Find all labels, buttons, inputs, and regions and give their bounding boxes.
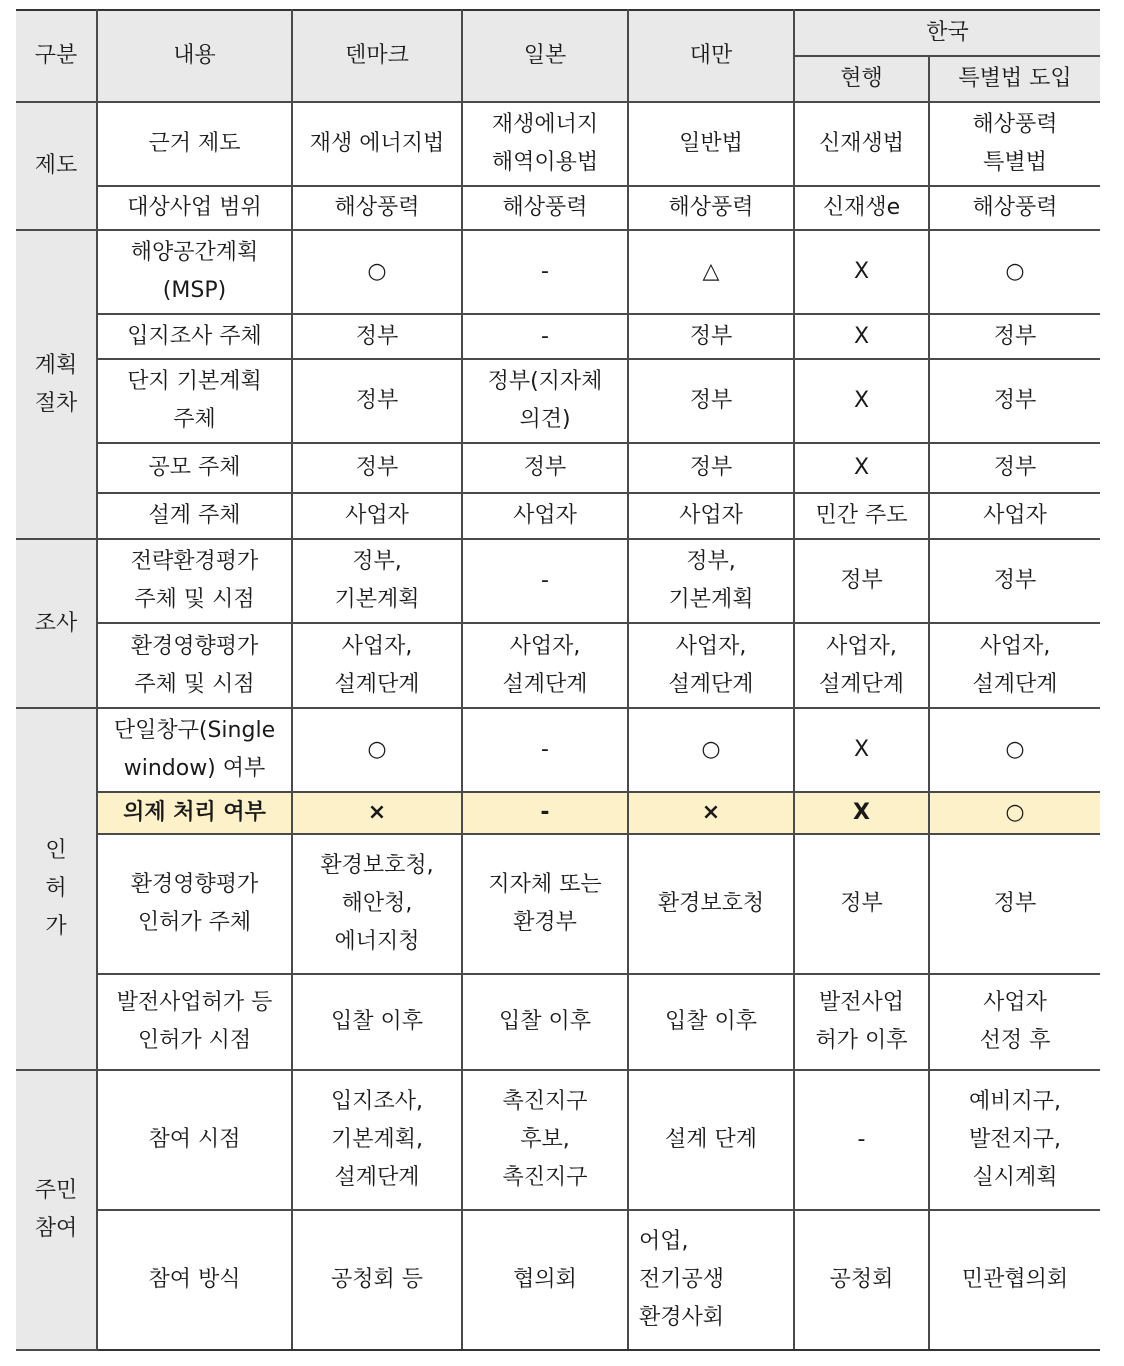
cell-taiwan: 환경보호청 — [628, 834, 794, 974]
group-label-residents: 주민 참여 — [16, 1070, 97, 1350]
cell-korea-special: 사업자 선정 후 — [929, 974, 1100, 1070]
row-label: 단일창구(Single window) 여부 — [97, 708, 292, 792]
cell-korea-special: ○ — [929, 230, 1100, 314]
header-korea-current: 현행 — [794, 56, 929, 102]
table-row — [16, 1070, 1100, 1210]
cell-japan: 협의회 — [462, 1210, 628, 1350]
cell-korea-current: X — [794, 359, 929, 443]
cell-taiwan: × — [628, 792, 794, 834]
cell-korea-special: ○ — [929, 708, 1100, 792]
cell-korea-special: 정부 — [929, 834, 1100, 974]
cell-denmark: 정부 — [292, 443, 462, 493]
cell-taiwan: 정부 — [628, 443, 794, 493]
row-label: 대상사업 범위 — [97, 186, 292, 230]
cell-korea-special: 예비지구, 발전지구, 실시계획 — [929, 1070, 1100, 1210]
table-row — [16, 834, 1100, 974]
cell-korea-current: X — [794, 708, 929, 792]
row-label: 환경영향평가 주체 및 시점 — [97, 623, 292, 708]
cell-japan: - — [462, 230, 628, 314]
cell-taiwan: 일반법 — [628, 102, 794, 186]
cell-denmark: 환경보호청, 해안청, 에너지청 — [292, 834, 462, 974]
header-taiwan: 대만 — [628, 10, 794, 102]
row-label: 근거 제도 — [97, 102, 292, 186]
cell-denmark: 사업자, 설계단계 — [292, 623, 462, 708]
row-label: 해양공간계획 (MSP) — [97, 230, 292, 314]
cell-denmark: 재생 에너지법 — [292, 102, 462, 186]
cell-taiwan: 사업자, 설계단계 — [628, 623, 794, 708]
table-row — [16, 186, 1100, 230]
cell-japan: 사업자 — [462, 493, 628, 539]
cell-denmark: 입지조사, 기본계획, 설계단계 — [292, 1070, 462, 1210]
cell-korea-current: 공청회 — [794, 1210, 929, 1350]
cell-taiwan: ○ — [628, 708, 794, 792]
header-denmark: 덴마크 — [292, 10, 462, 102]
cell-korea-current: - — [794, 1070, 929, 1210]
cell-korea-current: 발전사업 허가 이후 — [794, 974, 929, 1070]
row-label: 공모 주체 — [97, 443, 292, 493]
cell-taiwan: 사업자 — [628, 493, 794, 539]
cell-korea-special: 정부 — [929, 359, 1100, 443]
row-label: 발전사업허가 등 인허가 시점 — [97, 974, 292, 1070]
cell-korea-special: 민관협의회 — [929, 1210, 1100, 1350]
row-label: 의제 처리 여부 — [97, 792, 292, 834]
cell-japan: 해상풍력 — [462, 186, 628, 230]
cell-denmark: 입찰 이후 — [292, 974, 462, 1070]
cell-japan: 정부(지자체 의견) — [462, 359, 628, 443]
header-content: 내용 — [97, 10, 292, 102]
cell-taiwan: 어업, 전기공생 환경사회 — [628, 1210, 794, 1350]
table-row-highlighted — [16, 792, 1100, 834]
cell-korea-current: X — [794, 314, 929, 359]
row-label: 참여 시점 — [97, 1070, 292, 1210]
cell-taiwan: 정부, 기본계획 — [628, 539, 794, 623]
cell-denmark: 해상풍력 — [292, 186, 462, 230]
cell-denmark: 사업자 — [292, 493, 462, 539]
cell-japan: - — [462, 539, 628, 623]
header-category: 구분 — [16, 10, 97, 102]
cell-taiwan: 정부 — [628, 314, 794, 359]
offshore-wind-comparison-table — [16, 9, 1100, 1351]
table-row — [16, 359, 1100, 443]
table-row — [16, 230, 1100, 314]
table-row — [16, 708, 1100, 792]
group-label-survey: 조사 — [16, 539, 97, 708]
cell-denmark: 정부 — [292, 359, 462, 443]
cell-korea-special: 사업자 — [929, 493, 1100, 539]
table-row — [16, 623, 1100, 708]
cell-taiwan: △ — [628, 230, 794, 314]
cell-korea-current: 사업자, 설계단계 — [794, 623, 929, 708]
group-label-system: 제도 — [16, 102, 97, 230]
cell-korea-special: 해상풍력 특별법 — [929, 102, 1100, 186]
cell-taiwan: 입찰 이후 — [628, 974, 794, 1070]
row-label: 단지 기본계획 주체 — [97, 359, 292, 443]
row-label: 참여 방식 — [97, 1210, 292, 1350]
cell-korea-current: X — [794, 792, 929, 834]
cell-taiwan: 해상풍력 — [628, 186, 794, 230]
cell-japan: 정부 — [462, 443, 628, 493]
cell-japan: 지자체 또는 환경부 — [462, 834, 628, 974]
cell-korea-special: 해상풍력 — [929, 186, 1100, 230]
row-label: 설계 주체 — [97, 493, 292, 539]
cell-japan: 촉진지구 후보, 촉진지구 — [462, 1070, 628, 1210]
table-row — [16, 539, 1100, 623]
cell-taiwan: 설계 단계 — [628, 1070, 794, 1210]
cell-korea-special: 정부 — [929, 314, 1100, 359]
cell-korea-current: 신재생e — [794, 186, 929, 230]
cell-korea-current: X — [794, 230, 929, 314]
cell-denmark: ○ — [292, 230, 462, 314]
cell-korea-special: 정부 — [929, 443, 1100, 493]
cell-korea-current: 정부 — [794, 539, 929, 623]
cell-japan: - — [462, 708, 628, 792]
table-row — [16, 314, 1100, 359]
cell-japan: 재생에너지 해역이용법 — [462, 102, 628, 186]
table-row — [16, 493, 1100, 539]
header-korea-special: 특별법 도입 — [929, 56, 1100, 102]
cell-denmark: ○ — [292, 708, 462, 792]
cell-denmark: 정부 — [292, 314, 462, 359]
cell-denmark: 정부, 기본계획 — [292, 539, 462, 623]
header-korea: 한국 — [794, 10, 1100, 56]
cell-korea-special: ○ — [929, 792, 1100, 834]
cell-japan: - — [462, 792, 628, 834]
table-row — [16, 974, 1100, 1070]
cell-korea-current: 민간 주도 — [794, 493, 929, 539]
group-label-planning: 계획 절차 — [16, 230, 97, 539]
cell-denmark: × — [292, 792, 462, 834]
cell-korea-current: 신재생법 — [794, 102, 929, 186]
row-label: 전략환경평가 주체 및 시점 — [97, 539, 292, 623]
cell-taiwan: 정부 — [628, 359, 794, 443]
cell-denmark: 공청회 등 — [292, 1210, 462, 1350]
header-japan: 일본 — [462, 10, 628, 102]
table-row — [16, 1210, 1100, 1350]
cell-korea-current: 정부 — [794, 834, 929, 974]
comparison-table-wrapper — [16, 9, 1100, 1351]
cell-japan: 입찰 이후 — [462, 974, 628, 1070]
cell-korea-current: X — [794, 443, 929, 493]
cell-korea-special: 사업자, 설계단계 — [929, 623, 1100, 708]
cell-japan: 사업자, 설계단계 — [462, 623, 628, 708]
cell-japan: - — [462, 314, 628, 359]
row-label: 입지조사 주체 — [97, 314, 292, 359]
cell-korea-special: 정부 — [929, 539, 1100, 623]
row-label: 환경영향평가 인허가 주체 — [97, 834, 292, 974]
table-row — [16, 102, 1100, 186]
group-label-permit: 인 허 가 — [16, 708, 97, 1070]
table-row — [16, 443, 1100, 493]
